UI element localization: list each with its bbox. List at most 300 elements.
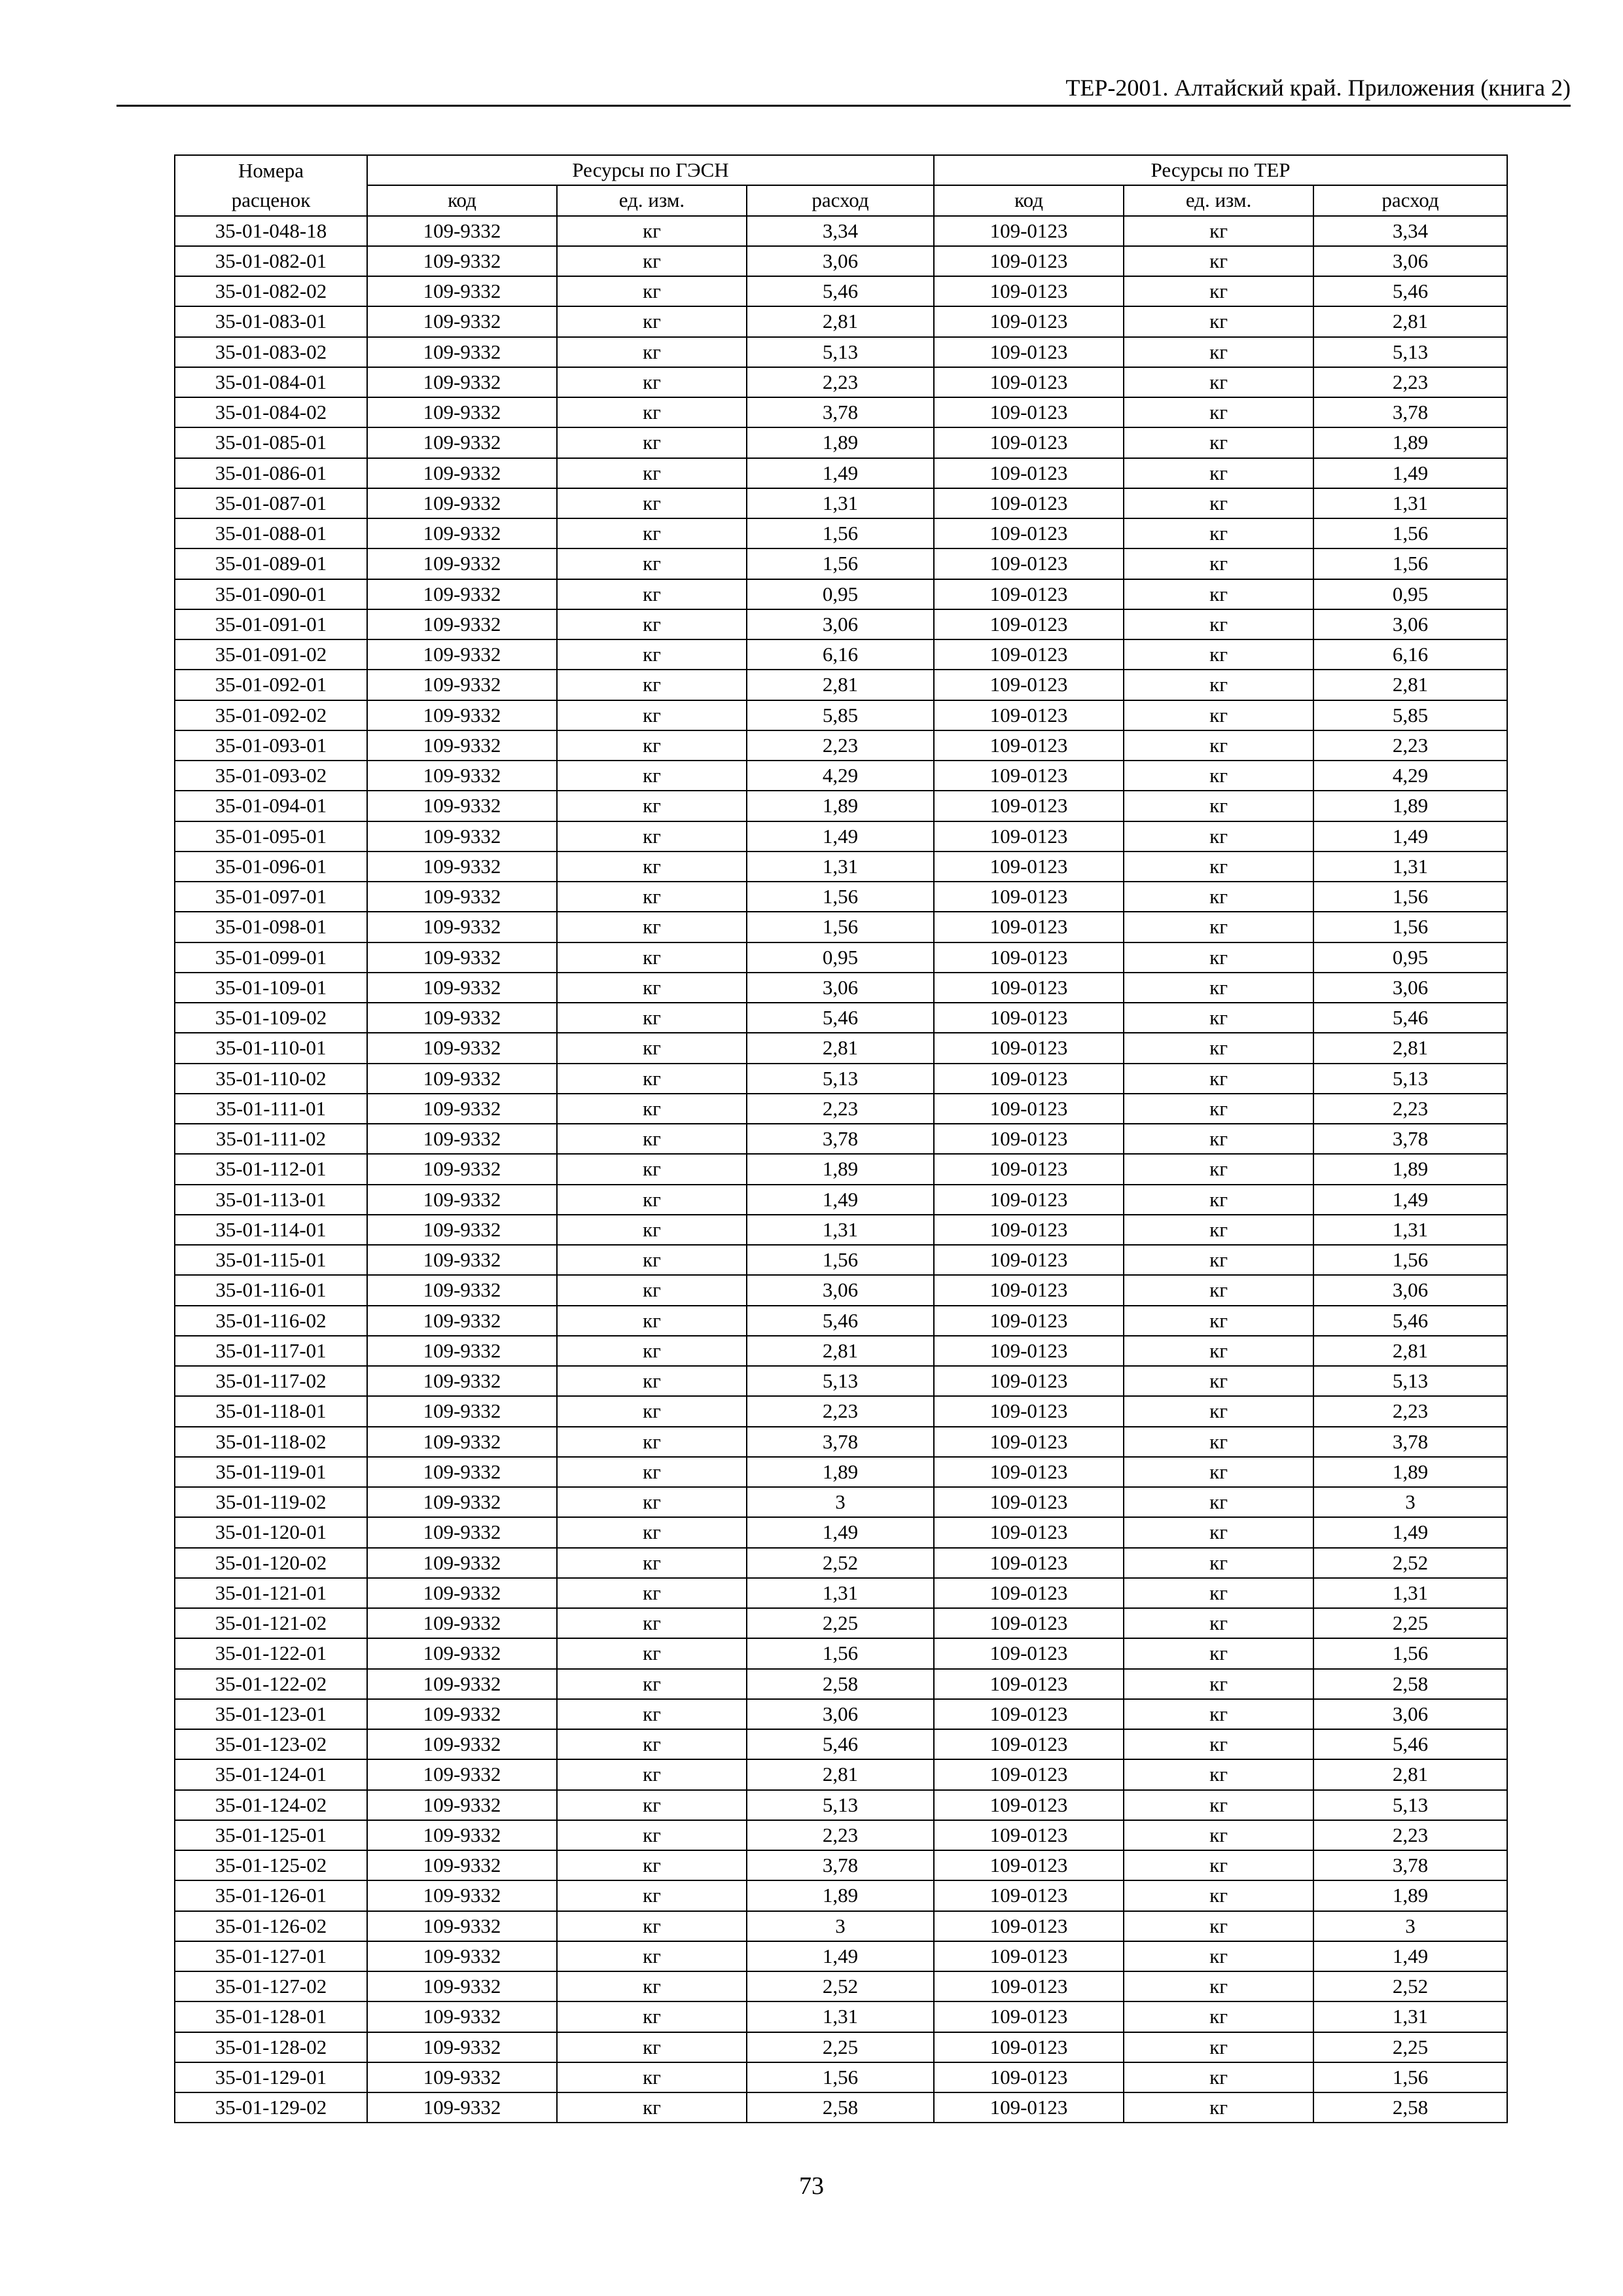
ter-amount-cell: 5,85 (1313, 700, 1507, 730)
group-gesn-resources: Ресурсы по ГЭСН (367, 155, 934, 185)
ter-code-cell: 109-0123 (934, 1245, 1124, 1275)
rate-number-cell: 35-01-127-02 (175, 1971, 367, 2001)
ter-code-cell: 109-0123 (934, 2092, 1124, 2123)
ter-unit-cell: кг (1124, 1850, 1313, 1880)
gesn-unit-cell: кг (557, 518, 747, 548)
gesn-unit-cell: кг (557, 1729, 747, 1759)
gesn-amount-cell: 3,78 (747, 1427, 934, 1457)
ter-code-cell: 109-0123 (934, 1366, 1124, 1396)
rate-number-cell: 35-01-124-02 (175, 1790, 367, 1820)
rate-number-cell: 35-01-114-01 (175, 1215, 367, 1245)
rate-number-cell: 35-01-109-01 (175, 973, 367, 1003)
ter-unit-cell: кг (1124, 1759, 1313, 1789)
ter-code-cell: 109-0123 (934, 1820, 1124, 1850)
gesn-amount-cell: 2,58 (747, 2092, 934, 2123)
ter-code-cell: 109-0123 (934, 367, 1124, 397)
gesn-unit-cell: кг (557, 397, 747, 427)
gesn-code-cell: 109-9332 (367, 1820, 557, 1850)
gesn-unit-cell: кг (557, 1033, 747, 1063)
ter-amount-cell: 2,23 (1313, 1094, 1507, 1124)
rate-number-cell: 35-01-097-01 (175, 882, 367, 912)
gesn-unit-cell: кг (557, 1548, 747, 1578)
ter-code-cell: 109-0123 (934, 670, 1124, 700)
gesn-unit-cell: кг (557, 337, 747, 367)
ter-amount-cell: 3 (1313, 1911, 1507, 1941)
rate-number-cell: 35-01-126-01 (175, 1880, 367, 1910)
gesn-code-cell: 109-9332 (367, 427, 557, 457)
table-row (175, 942, 1507, 973)
gesn-amount-cell: 3,06 (747, 246, 934, 276)
rate-number-cell: 35-01-085-01 (175, 427, 367, 457)
gesn-code-cell: 109-9332 (367, 306, 557, 336)
ter-code-cell: 109-0123 (934, 761, 1124, 791)
ter-unit-cell: кг (1124, 973, 1313, 1003)
rate-number-cell: 35-01-084-02 (175, 397, 367, 427)
ter-unit-cell: кг (1124, 1880, 1313, 1910)
ter-unit-cell: кг (1124, 1971, 1313, 2001)
ter-code-cell: 109-0123 (934, 1185, 1124, 1215)
ter-unit-cell: кг (1124, 216, 1313, 246)
gesn-unit-cell: кг (557, 2092, 747, 2123)
gesn-code-cell: 109-9332 (367, 1064, 557, 1094)
ter-code-cell: 109-0123 (934, 1638, 1124, 1668)
ter-unit-cell: кг (1124, 2062, 1313, 2092)
ter-code-cell: 109-0123 (934, 639, 1124, 670)
gesn-amount-cell: 3,78 (747, 1850, 934, 1880)
ter-code-cell: 109-0123 (934, 579, 1124, 609)
ter-amount-cell: 5,46 (1313, 276, 1507, 306)
ter-amount-cell: 2,81 (1313, 1336, 1507, 1366)
table-row (175, 1396, 1507, 1426)
table-row (175, 1094, 1507, 1124)
gesn-code-cell: 109-9332 (367, 397, 557, 427)
gesn-code-cell: 109-9332 (367, 1608, 557, 1638)
ter-code-cell: 109-0123 (934, 1003, 1124, 1033)
gesn-code-cell: 109-9332 (367, 1457, 557, 1487)
ter-unit-cell: кг (1124, 1124, 1313, 1154)
gesn-unit-cell: кг (557, 427, 747, 457)
gesn-code-cell: 109-9332 (367, 548, 557, 579)
page-number: 73 (799, 2172, 824, 2200)
col-ter-code: код (934, 185, 1124, 215)
table-row (175, 1245, 1507, 1275)
rate-number-cell: 35-01-129-01 (175, 2062, 367, 2092)
ter-code-cell: 109-0123 (934, 1759, 1124, 1789)
gesn-code-cell: 109-9332 (367, 852, 557, 882)
ter-code-cell: 109-0123 (934, 397, 1124, 427)
ter-amount-cell: 2,58 (1313, 1669, 1507, 1699)
gesn-amount-cell: 5,46 (747, 1729, 934, 1759)
ter-code-cell: 109-0123 (934, 1548, 1124, 1578)
ter-unit-cell: кг (1124, 367, 1313, 397)
gesn-code-cell: 109-9332 (367, 488, 557, 518)
ter-code-cell: 109-0123 (934, 1699, 1124, 1729)
gesn-amount-cell: 1,89 (747, 1880, 934, 1910)
table-row (175, 1185, 1507, 1215)
ter-code-cell: 109-0123 (934, 1154, 1124, 1184)
rate-number-cell: 35-01-111-01 (175, 1094, 367, 1124)
gesn-code-cell: 109-9332 (367, 1094, 557, 1124)
gesn-code-cell: 109-9332 (367, 973, 557, 1003)
table-row (175, 1336, 1507, 1366)
gesn-code-cell: 109-9332 (367, 670, 557, 700)
gesn-code-cell: 109-9332 (367, 1215, 557, 1245)
table-row (175, 1608, 1507, 1638)
gesn-amount-cell: 2,81 (747, 1033, 934, 1063)
gesn-unit-cell: кг (557, 1911, 747, 1941)
ter-unit-cell: кг (1124, 1790, 1313, 1820)
rate-number-cell: 35-01-120-02 (175, 1548, 367, 1578)
ter-unit-cell: кг (1124, 427, 1313, 457)
gesn-unit-cell: кг (557, 882, 747, 912)
rate-number-cell: 35-01-113-01 (175, 1185, 367, 1215)
gesn-code-cell: 109-9332 (367, 1154, 557, 1184)
gesn-amount-cell: 1,89 (747, 791, 934, 821)
gesn-unit-cell: кг (557, 1790, 747, 1820)
rate-number-cell: 35-01-099-01 (175, 942, 367, 973)
gesn-unit-cell: кг (557, 1154, 747, 1184)
rate-number-cell: 35-01-120-01 (175, 1517, 367, 1547)
ter-amount-cell: 2,58 (1313, 2092, 1507, 2123)
table-row (175, 1880, 1507, 1910)
ter-amount-cell: 1,56 (1313, 2062, 1507, 2092)
table-row (175, 1911, 1507, 1941)
ter-code-cell: 109-0123 (934, 852, 1124, 882)
ter-amount-cell: 2,81 (1313, 670, 1507, 700)
ter-amount-cell: 3,06 (1313, 973, 1507, 1003)
gesn-amount-cell: 5,13 (747, 337, 934, 367)
ter-amount-cell: 2,81 (1313, 1033, 1507, 1063)
table-row (175, 1820, 1507, 1850)
ter-code-cell: 109-0123 (934, 1306, 1124, 1336)
gesn-amount-cell: 3,78 (747, 1124, 934, 1154)
ter-code-cell: 109-0123 (934, 1033, 1124, 1063)
gesn-amount-cell: 2,25 (747, 1608, 934, 1638)
ter-unit-cell: кг (1124, 1064, 1313, 1094)
table-row (175, 609, 1507, 639)
gesn-code-cell: 109-9332 (367, 609, 557, 639)
gesn-code-cell: 109-9332 (367, 942, 557, 973)
ter-unit-cell: кг (1124, 1427, 1313, 1457)
ter-code-cell: 109-0123 (934, 1941, 1124, 1971)
gesn-unit-cell: кг (557, 639, 747, 670)
rate-number-cell: 35-01-095-01 (175, 821, 367, 852)
gesn-amount-cell: 2,23 (747, 367, 934, 397)
header-row-subcolumns (175, 185, 1507, 215)
gesn-unit-cell: кг (557, 730, 747, 761)
rate-number-cell: 35-01-122-02 (175, 1669, 367, 1699)
gesn-unit-cell: кг (557, 579, 747, 609)
ter-unit-cell: кг (1124, 1608, 1313, 1638)
ter-amount-cell: 1,89 (1313, 427, 1507, 457)
gesn-unit-cell: кг (557, 306, 747, 336)
ter-amount-cell: 1,56 (1313, 1638, 1507, 1668)
gesn-unit-cell: кг (557, 1820, 747, 1850)
ter-code-cell: 109-0123 (934, 2062, 1124, 2092)
gesn-code-cell: 109-9332 (367, 1366, 557, 1396)
gesn-amount-cell: 2,81 (747, 1336, 934, 1366)
gesn-amount-cell: 5,46 (747, 276, 934, 306)
ter-code-cell: 109-0123 (934, 1064, 1124, 1094)
gesn-amount-cell: 5,13 (747, 1790, 934, 1820)
ter-code-cell: 109-0123 (934, 216, 1124, 246)
gesn-amount-cell: 1,49 (747, 458, 934, 488)
rate-number-cell: 35-01-084-01 (175, 367, 367, 397)
ter-code-cell: 109-0123 (934, 1517, 1124, 1547)
ter-unit-cell: кг (1124, 1820, 1313, 1850)
table-row (175, 246, 1507, 276)
table-row (175, 1064, 1507, 1094)
rate-number-cell: 35-01-125-01 (175, 1820, 367, 1850)
gesn-unit-cell: кг (557, 1699, 747, 1729)
ter-amount-cell: 1,49 (1313, 1941, 1507, 1971)
ter-code-cell: 109-0123 (934, 1427, 1124, 1457)
gesn-code-cell: 109-9332 (367, 2032, 557, 2062)
rate-number-cell: 35-01-083-01 (175, 306, 367, 336)
gesn-amount-cell: 1,49 (747, 821, 934, 852)
ter-unit-cell: кг (1124, 1215, 1313, 1245)
col-rate-number-bottom: расценок (175, 185, 367, 215)
table-row (175, 518, 1507, 548)
gesn-unit-cell: кг (557, 700, 747, 730)
gesn-amount-cell: 3,06 (747, 1275, 934, 1305)
table-row (175, 1517, 1507, 1547)
table-row (175, 427, 1507, 457)
ter-amount-cell: 0,95 (1313, 579, 1507, 609)
ter-code-cell: 109-0123 (934, 306, 1124, 336)
gesn-code-cell: 109-9332 (367, 2001, 557, 2032)
ter-code-cell: 109-0123 (934, 1790, 1124, 1820)
ter-unit-cell: кг (1124, 1306, 1313, 1336)
gesn-unit-cell: кг (557, 276, 747, 306)
ter-amount-cell: 2,52 (1313, 1971, 1507, 2001)
rate-number-cell: 35-01-083-02 (175, 337, 367, 367)
ter-code-cell: 109-0123 (934, 609, 1124, 639)
rate-number-cell: 35-01-082-02 (175, 276, 367, 306)
ter-amount-cell: 2,25 (1313, 1608, 1507, 1638)
ter-unit-cell: кг (1124, 821, 1313, 852)
gesn-amount-cell: 5,46 (747, 1306, 934, 1336)
gesn-unit-cell: кг (557, 912, 747, 942)
gesn-amount-cell: 1,49 (747, 1517, 934, 1547)
gesn-amount-cell: 1,56 (747, 548, 934, 579)
ter-code-cell: 109-0123 (934, 518, 1124, 548)
gesn-code-cell: 109-9332 (367, 1759, 557, 1789)
ter-code-cell: 109-0123 (934, 1487, 1124, 1517)
rate-number-cell: 35-01-091-01 (175, 609, 367, 639)
gesn-amount-cell: 3 (747, 1487, 934, 1517)
gesn-unit-cell: кг (557, 1971, 747, 2001)
gesn-code-cell: 109-9332 (367, 2092, 557, 2123)
gesn-code-cell: 109-9332 (367, 579, 557, 609)
gesn-amount-cell: 1,56 (747, 2062, 934, 2092)
ter-amount-cell: 3,78 (1313, 1124, 1507, 1154)
gesn-unit-cell: кг (557, 1306, 747, 1336)
ter-amount-cell: 2,23 (1313, 730, 1507, 761)
gesn-amount-cell: 1,56 (747, 1638, 934, 1668)
ter-code-cell: 109-0123 (934, 1275, 1124, 1305)
ter-unit-cell: кг (1124, 2092, 1313, 2123)
table-row (175, 1215, 1507, 1245)
ter-code-cell: 109-0123 (934, 1336, 1124, 1366)
ter-code-cell: 109-0123 (934, 458, 1124, 488)
ter-unit-cell: кг (1124, 639, 1313, 670)
ter-code-cell: 109-0123 (934, 548, 1124, 579)
running-header (116, 71, 1571, 107)
ter-amount-cell: 1,31 (1313, 1215, 1507, 1245)
rate-number-cell: 35-01-117-01 (175, 1336, 367, 1366)
table-row (175, 458, 1507, 488)
gesn-code-cell: 109-9332 (367, 216, 557, 246)
table-row (175, 1487, 1507, 1517)
ter-code-cell: 109-0123 (934, 942, 1124, 973)
gesn-code-cell: 109-9332 (367, 1638, 557, 1668)
ter-amount-cell: 3,78 (1313, 1427, 1507, 1457)
gesn-unit-cell: кг (557, 1124, 747, 1154)
table-row (175, 973, 1507, 1003)
gesn-unit-cell: кг (557, 367, 747, 397)
gesn-amount-cell: 2,23 (747, 1396, 934, 1426)
gesn-unit-cell: кг (557, 852, 747, 882)
gesn-code-cell: 109-9332 (367, 276, 557, 306)
gesn-amount-cell: 3,06 (747, 609, 934, 639)
ter-code-cell: 109-0123 (934, 1729, 1124, 1759)
ter-unit-cell: кг (1124, 670, 1313, 700)
gesn-code-cell: 109-9332 (367, 1306, 557, 1336)
gesn-unit-cell: кг (557, 2001, 747, 2032)
ter-code-cell: 109-0123 (934, 246, 1124, 276)
gesn-amount-cell: 2,52 (747, 1971, 934, 2001)
ter-amount-cell: 1,56 (1313, 518, 1507, 548)
gesn-code-cell: 109-9332 (367, 1941, 557, 1971)
rate-number-cell: 35-01-122-01 (175, 1638, 367, 1668)
gesn-unit-cell: кг (557, 1185, 747, 1215)
ter-amount-cell: 5,13 (1313, 1790, 1507, 1820)
rate-number-cell: 35-01-093-01 (175, 730, 367, 761)
ter-unit-cell: кг (1124, 1941, 1313, 1971)
ter-unit-cell: кг (1124, 1003, 1313, 1033)
rate-number-cell: 35-01-119-02 (175, 1487, 367, 1517)
gesn-amount-cell: 1,89 (747, 1154, 934, 1184)
gesn-code-cell: 109-9332 (367, 1003, 557, 1033)
table-row (175, 276, 1507, 306)
gesn-unit-cell: кг (557, 2032, 747, 2062)
rate-number-cell: 35-01-087-01 (175, 488, 367, 518)
gesn-unit-cell: кг (557, 1457, 747, 1487)
table-row (175, 882, 1507, 912)
gesn-code-cell: 109-9332 (367, 1729, 557, 1759)
gesn-amount-cell: 1,31 (747, 1215, 934, 1245)
gesn-unit-cell: кг (557, 1578, 747, 1608)
table-row (175, 548, 1507, 579)
gesn-amount-cell: 1,89 (747, 427, 934, 457)
ter-amount-cell: 1,89 (1313, 1880, 1507, 1910)
table-row (175, 700, 1507, 730)
gesn-unit-cell: кг (557, 791, 747, 821)
ter-unit-cell: кг (1124, 730, 1313, 761)
table-header (175, 155, 1507, 216)
ter-amount-cell: 4,29 (1313, 761, 1507, 791)
ter-amount-cell: 2,52 (1313, 1548, 1507, 1578)
ter-amount-cell: 3,34 (1313, 216, 1507, 246)
ter-unit-cell: кг (1124, 2001, 1313, 2032)
gesn-code-cell: 109-9332 (367, 882, 557, 912)
rate-number-cell: 35-01-116-02 (175, 1306, 367, 1336)
ter-amount-cell: 1,49 (1313, 458, 1507, 488)
gesn-code-cell: 109-9332 (367, 458, 557, 488)
ter-unit-cell: кг (1124, 276, 1313, 306)
gesn-code-cell: 109-9332 (367, 1548, 557, 1578)
rate-number-cell: 35-01-119-01 (175, 1457, 367, 1487)
table-row (175, 1638, 1507, 1668)
ter-amount-cell: 5,46 (1313, 1729, 1507, 1759)
table-row (175, 1759, 1507, 1789)
ter-unit-cell: кг (1124, 1911, 1313, 1941)
gesn-amount-cell: 1,49 (747, 1941, 934, 1971)
gesn-amount-cell: 2,52 (747, 1548, 934, 1578)
gesn-unit-cell: кг (557, 1850, 747, 1880)
ter-amount-cell: 2,23 (1313, 1396, 1507, 1426)
ter-amount-cell: 5,46 (1313, 1003, 1507, 1033)
gesn-code-cell: 109-9332 (367, 791, 557, 821)
gesn-code-cell: 109-9332 (367, 700, 557, 730)
ter-unit-cell: кг (1124, 488, 1313, 518)
gesn-code-cell: 109-9332 (367, 518, 557, 548)
ter-amount-cell: 1,49 (1313, 821, 1507, 852)
gesn-unit-cell: кг (557, 1215, 747, 1245)
gesn-unit-cell: кг (557, 1427, 747, 1457)
table-row (175, 1941, 1507, 1971)
gesn-code-cell: 109-9332 (367, 1124, 557, 1154)
ter-code-cell: 109-0123 (934, 1880, 1124, 1910)
rate-number-cell: 35-01-112-01 (175, 1154, 367, 1184)
gesn-code-cell: 109-9332 (367, 1971, 557, 2001)
ter-amount-cell: 2,23 (1313, 367, 1507, 397)
gesn-code-cell: 109-9332 (367, 1336, 557, 1366)
gesn-amount-cell: 5,85 (747, 700, 934, 730)
rate-number-cell: 35-01-109-02 (175, 1003, 367, 1033)
rate-number-cell: 35-01-118-02 (175, 1427, 367, 1457)
gesn-amount-cell: 1,31 (747, 488, 934, 518)
table-row (175, 397, 1507, 427)
ter-amount-cell: 5,46 (1313, 1306, 1507, 1336)
document-title: ТЕР-2001. Алтайский край. Приложения (книга 2) (1065, 75, 1571, 101)
ter-code-cell: 109-0123 (934, 1094, 1124, 1124)
rate-number-cell: 35-01-048-18 (175, 216, 367, 246)
ter-unit-cell: кг (1124, 1275, 1313, 1305)
ter-unit-cell: кг (1124, 882, 1313, 912)
rate-number-cell: 35-01-094-01 (175, 791, 367, 821)
ter-code-cell: 109-0123 (934, 1124, 1124, 1154)
rate-number-cell: 35-01-129-02 (175, 2092, 367, 2123)
ter-code-cell: 109-0123 (934, 427, 1124, 457)
ter-unit-cell: кг (1124, 306, 1313, 336)
gesn-unit-cell: кг (557, 609, 747, 639)
rate-number-cell: 35-01-092-02 (175, 700, 367, 730)
gesn-unit-cell: кг (557, 942, 747, 973)
ter-unit-cell: кг (1124, 1578, 1313, 1608)
col-gesn-unit: ед. изм. (557, 185, 747, 215)
table-row (175, 2001, 1507, 2032)
gesn-amount-cell: 3,06 (747, 1699, 934, 1729)
ter-amount-cell: 2,25 (1313, 2032, 1507, 2062)
table-row (175, 1578, 1507, 1608)
table-row (175, 2092, 1507, 2123)
gesn-amount-cell: 2,23 (747, 1094, 934, 1124)
ter-code-cell: 109-0123 (934, 1608, 1124, 1638)
ter-amount-cell: 1,89 (1313, 1154, 1507, 1184)
ter-amount-cell: 1,31 (1313, 2001, 1507, 2032)
